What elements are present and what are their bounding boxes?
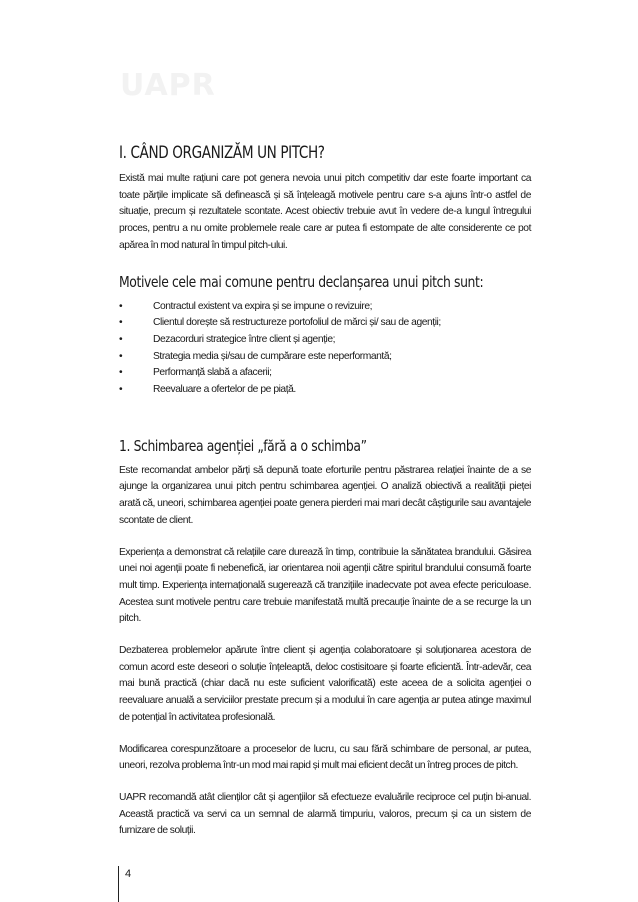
list-item: • Reevaluare a ofertelor de pe piață. [119,382,531,399]
list-item: • Dezacorduri strategice între client și agenție; [119,332,531,349]
bullet-icon: • [119,367,123,379]
bullet-icon: • [119,350,123,362]
bullet-icon: • [119,384,123,396]
list-item: • Performanță slabă a afacerii; [119,365,531,382]
body-paragraph: UAPR recomandă atât clienților cât și agențiilor să efectueze evaluările reciproce cel puțin bi-anual. Această practică va servi ca un semnal de alarmă timpuriu, valoros, precum și ca un sistem de furnizare de soluții. [119,791,531,837]
bullet-icon: • [119,300,123,312]
reasons-heading: Motivele cele mai comune pentru declanșarea unui pitch sunt: [119,272,484,291]
page-number-rule [118,866,119,902]
body-paragraph: Experiența a demonstrat că relațiile care durează în timp, contribuie la sănătatea brandului. Găsirea unei noi agenții poate fi nebenefică, iar orientarea noii agenții către spiritul brandului consumă foarte mult timp. Experiența internațională sugerează că tranzițiile inadecvate pot avea efecte periculoase. Acestea sunt motivele pentru care trebuie manifestată multă precauție înainte de a se recurge la un pitch. [119,546,531,625]
list-item: • Strategia media și/sau de cumpărare este neperformantă; [119,349,531,366]
list-item: • Contractul existent va expira și se impune o revizuire; [119,299,531,316]
uapr-watermark: UAPR [120,68,216,103]
page-number: 4 [125,868,132,880]
bullet-icon: • [119,317,123,329]
section-title: I. CÂND ORGANIZĂM UN PITCH? [119,143,325,163]
page-content [119,143,531,840]
body-paragraph: Modificarea corespunzătoare a proceselor de lucru, cu sau fără schimbare de personal, ar putea, uneori, rezolva problema într-un mod mai rapid și mult mai eficient decât un întreg proces de pitch. [119,743,531,772]
subsection-title: 1. Schimbarea agenției „fără a o schimba” [119,436,367,455]
reasons-list [119,299,531,399]
list-item: • Clientul dorește să restructureze portofoliul de mărci și/ sau de agenții; [119,315,531,332]
intro-paragraph: Există mai multe rațiuni care pot genera nevoia unui pitch competitiv dar este foarte important ca toate părțile implicate să definească și să înțeleagă motivele pentru care s-a ajuns într-o astfel de situație, precum și rezultatele scontate. Acest obiectiv trebuie avut în vedere de-a lungul întregului proces, pentru a nu omite problemele reale care ar putea fi estompate de alte considerente ce pot apărea în mod natural în timpul pitch-ului. [119,173,531,251]
body-paragraph: Este recomandat ambelor părți să depună toate eforturile pentru păstrarea relației înainte de a se ajunge la organizarea unui pitch pentru schimbarea agenției. O analiză obiectivă a realității pieței arată că, uneori, schimbarea agenției poate genera pierderi mai mari decât câștigurile sau avantajele scontate de client. [119,464,531,526]
bullet-icon: • [119,333,123,345]
body-paragraph: Dezbaterea problemelor apărute între client și agenția colaboratoare și soluționarea acestora de comun acord este deseori o soluție înțeleaptă, deloc costisitoare și foarte eficientă. Într-adevăr, cea mai bună practică (chiar dacă nu este suficient valorificată) este aceea de a solicita agenției o reevaluare anuală a serviciilor prestate precum și a modului în care agenția ar putea atinge maximul de potențial în activitatea profesională. [119,645,531,723]
